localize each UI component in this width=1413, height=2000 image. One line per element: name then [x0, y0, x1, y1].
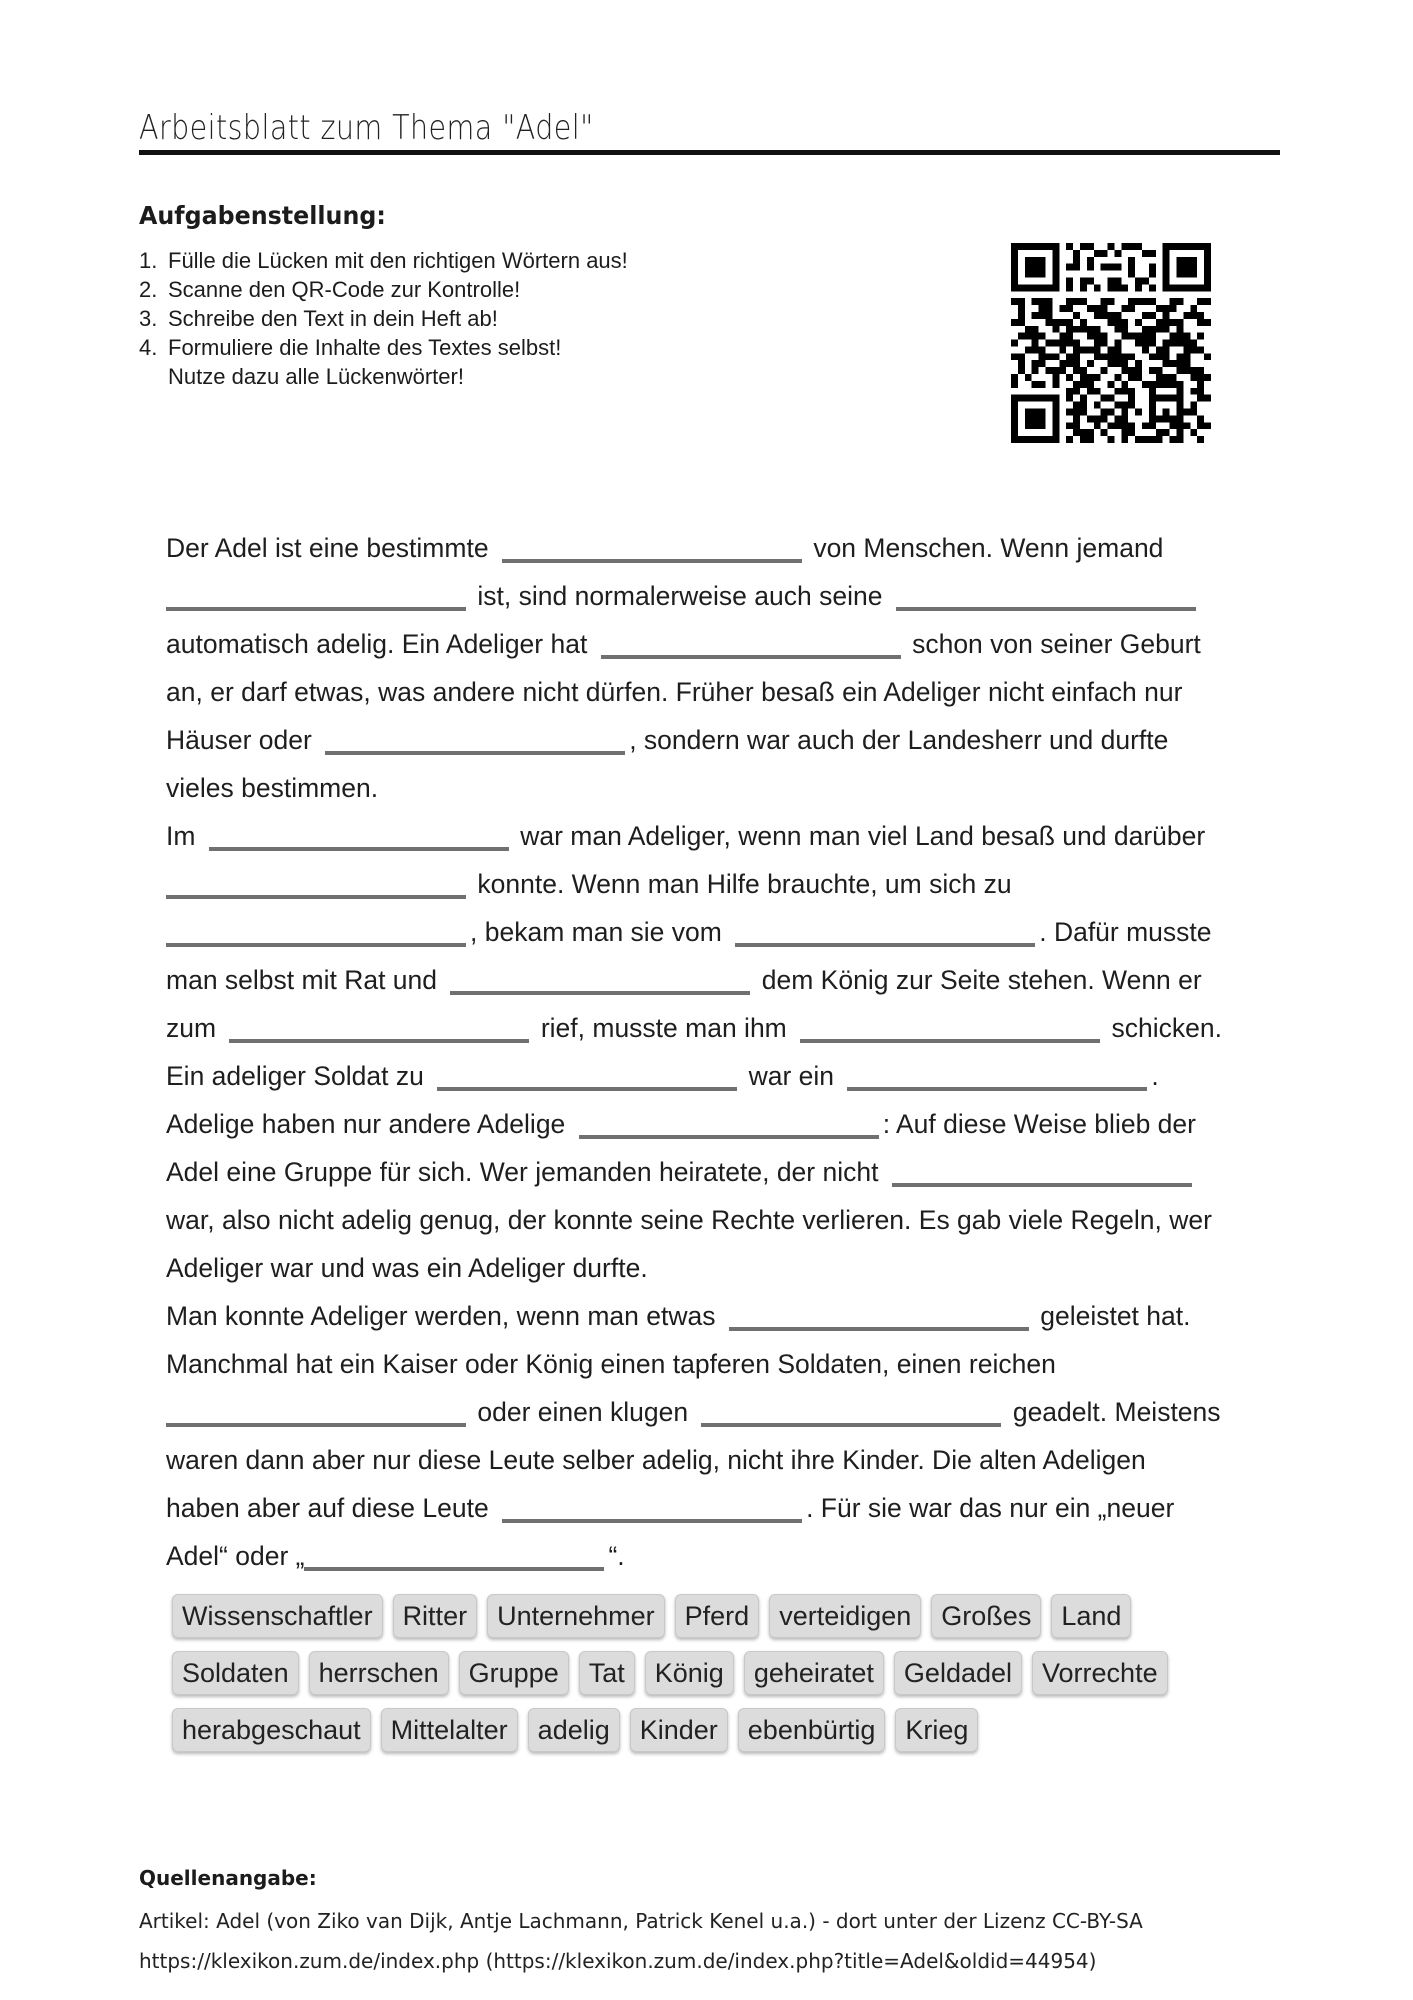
text-line: waren dann aber nur diese Leute selber adelig, nicht ihre Kinder. Die alten Adeligen — [166, 1445, 1146, 1475]
blank-field[interactable] — [437, 1067, 737, 1091]
blank-field[interactable] — [209, 827, 509, 851]
sources-heading: Quellenangabe: — [139, 1866, 317, 1890]
task-list — [139, 246, 628, 391]
word-chip[interactable]: herabgeschaut — [172, 1708, 371, 1752]
word-chip[interactable]: König — [645, 1651, 734, 1695]
blank-field[interactable] — [701, 1403, 1001, 1427]
text-line: Manchmal hat ein Kaiser oder König einen tapferen Soldaten, einen reichen — [166, 1349, 1056, 1379]
blank-field[interactable] — [450, 971, 750, 995]
text-line: automatisch adelig. Ein Adeliger hat schon von seiner Geburt — [166, 629, 1201, 659]
word-bank-row — [172, 1651, 1172, 1695]
word-chip[interactable]: adelig — [528, 1708, 620, 1752]
word-chip[interactable]: Soldaten — [172, 1651, 299, 1695]
task-text: Formuliere die Inhalte des Textes selbst! — [168, 335, 562, 360]
text-line: Adel“ oder „ “. — [166, 1541, 625, 1571]
blank-field[interactable] — [166, 875, 466, 899]
text-line: oder einen klugen geadelt. Meistens — [166, 1388, 1286, 1436]
word-bank — [172, 1594, 1172, 1765]
text-line: Ein adeliger Soldat zu war ein . — [166, 1061, 1159, 1091]
word-chip[interactable]: Wissenschaftler — [172, 1594, 383, 1638]
text-line: Im war man Adeliger, wenn man viel Land besaß und darüber — [166, 821, 1206, 851]
word-chip[interactable]: Kinder — [630, 1708, 728, 1752]
blank-field[interactable] — [166, 1403, 466, 1427]
blank-field[interactable] — [502, 1499, 802, 1523]
word-chip[interactable]: Pferd — [675, 1594, 760, 1638]
blank-field[interactable] — [166, 587, 466, 611]
blank-field[interactable] — [892, 1163, 1192, 1187]
cloze-text — [166, 524, 1286, 1580]
text-line: , bekam man sie vom . Dafür musste — [166, 908, 1286, 956]
task-item — [139, 275, 628, 304]
blank-field[interactable] — [229, 1019, 529, 1043]
word-chip[interactable]: ebenbürtig — [738, 1708, 886, 1752]
word-chip[interactable]: Tat — [579, 1651, 635, 1695]
text-line: Häuser oder , sondern war auch der Landesherr und durfte — [166, 725, 1169, 755]
blank-field[interactable] — [502, 539, 802, 563]
task-item — [139, 333, 628, 362]
text-line: konnte. Wenn man Hilfe brauchte, um sich zu — [166, 860, 1286, 908]
task-number: 4. — [139, 335, 158, 360]
source-url[interactable]: https://klexikon.zum.de/index.php (https://klexikon.zum.de/index.php?title=Adel&oldid=44954) — [139, 1949, 1097, 1973]
word-chip[interactable]: Mittelalter — [381, 1708, 518, 1752]
task-text: Fülle die Lücken mit den richtigen Wörtern aus! — [168, 248, 628, 273]
text-line: zum rief, musste man ihm schicken. — [166, 1013, 1222, 1043]
word-chip[interactable]: herrschen — [309, 1651, 449, 1695]
text-line: ist, sind normalerweise auch seine — [166, 572, 1286, 620]
qr-code[interactable] — [1011, 243, 1211, 443]
text-line: man selbst mit Rat und dem König zur Seite stehen. Wenn er — [166, 965, 1202, 995]
text-line: Adeliger war und was ein Adeliger durfte. — [166, 1253, 648, 1283]
text-line: war, also nicht adelig genug, der konnte seine Rechte verlieren. Es gab viele Regeln, wer — [166, 1205, 1212, 1235]
text-line: vieles bestimmen. — [166, 773, 379, 803]
word-chip[interactable]: Großes — [931, 1594, 1041, 1638]
word-chip[interactable]: Krieg — [895, 1708, 978, 1752]
task-heading: Aufgabenstellung: — [139, 201, 386, 230]
word-bank-row — [172, 1594, 1172, 1638]
text-line: Man konnte Adeliger werden, wenn man etwas geleistet hat. — [166, 1301, 1191, 1331]
word-chip[interactable]: geheiratet — [744, 1651, 884, 1695]
word-chip[interactable]: Land — [1051, 1594, 1131, 1638]
task-text: Scanne den QR-Code zur Kontrolle! — [168, 277, 521, 302]
task-item — [139, 304, 628, 333]
task-text: Schreibe den Text in dein Heft ab! — [168, 306, 498, 331]
title-underline — [139, 150, 1280, 155]
word-chip[interactable]: Ritter — [393, 1594, 478, 1638]
task-item-continuation: Nutze dazu alle Lückenwörter! — [168, 364, 464, 389]
task-item — [139, 246, 628, 275]
text-line: Adel eine Gruppe für sich. Wer jemanden heiratete, der nicht — [166, 1148, 1286, 1196]
blank-field[interactable] — [729, 1307, 1029, 1331]
blank-field[interactable] — [847, 1067, 1147, 1091]
task-number: 3. — [139, 306, 158, 331]
text-line: an, er darf etwas, was andere nicht dürfen. Früher besaß ein Adeliger nicht einfach nur — [166, 677, 1183, 707]
page-title: Arbeitsblatt zum Thema "Adel" — [139, 108, 594, 148]
blank-field[interactable] — [601, 635, 901, 659]
task-number: 1. — [139, 248, 158, 273]
blank-field[interactable] — [800, 1019, 1100, 1043]
blank-field[interactable] — [896, 587, 1196, 611]
blank-field[interactable] — [735, 923, 1035, 947]
text-line: Der Adel ist eine bestimmte von Menschen. Wenn jemand — [166, 533, 1164, 563]
word-chip[interactable]: Unternehmer — [487, 1594, 665, 1638]
word-chip[interactable]: Geldadel — [894, 1651, 1022, 1695]
word-chip[interactable]: Vorrechte — [1032, 1651, 1168, 1695]
blank-field[interactable] — [325, 731, 625, 755]
text-line: Adelige haben nur andere Adelige : Auf diese Weise blieb der — [166, 1109, 1196, 1139]
word-bank-row — [172, 1708, 1172, 1752]
blank-field[interactable] — [579, 1115, 879, 1139]
word-chip[interactable]: Gruppe — [459, 1651, 569, 1695]
blank-field[interactable] — [304, 1547, 604, 1571]
word-chip[interactable]: verteidigen — [769, 1594, 921, 1638]
task-number: 2. — [139, 277, 158, 302]
blank-field[interactable] — [166, 923, 466, 947]
text-line: haben aber auf diese Leute . Für sie war das nur ein „neuer — [166, 1493, 1175, 1523]
source-attribution: Artikel: Adel (von Ziko van Dijk, Antje Lachmann, Patrick Kenel u.a.) - dort unter der Lizenz CC-BY-SA — [139, 1909, 1143, 1933]
